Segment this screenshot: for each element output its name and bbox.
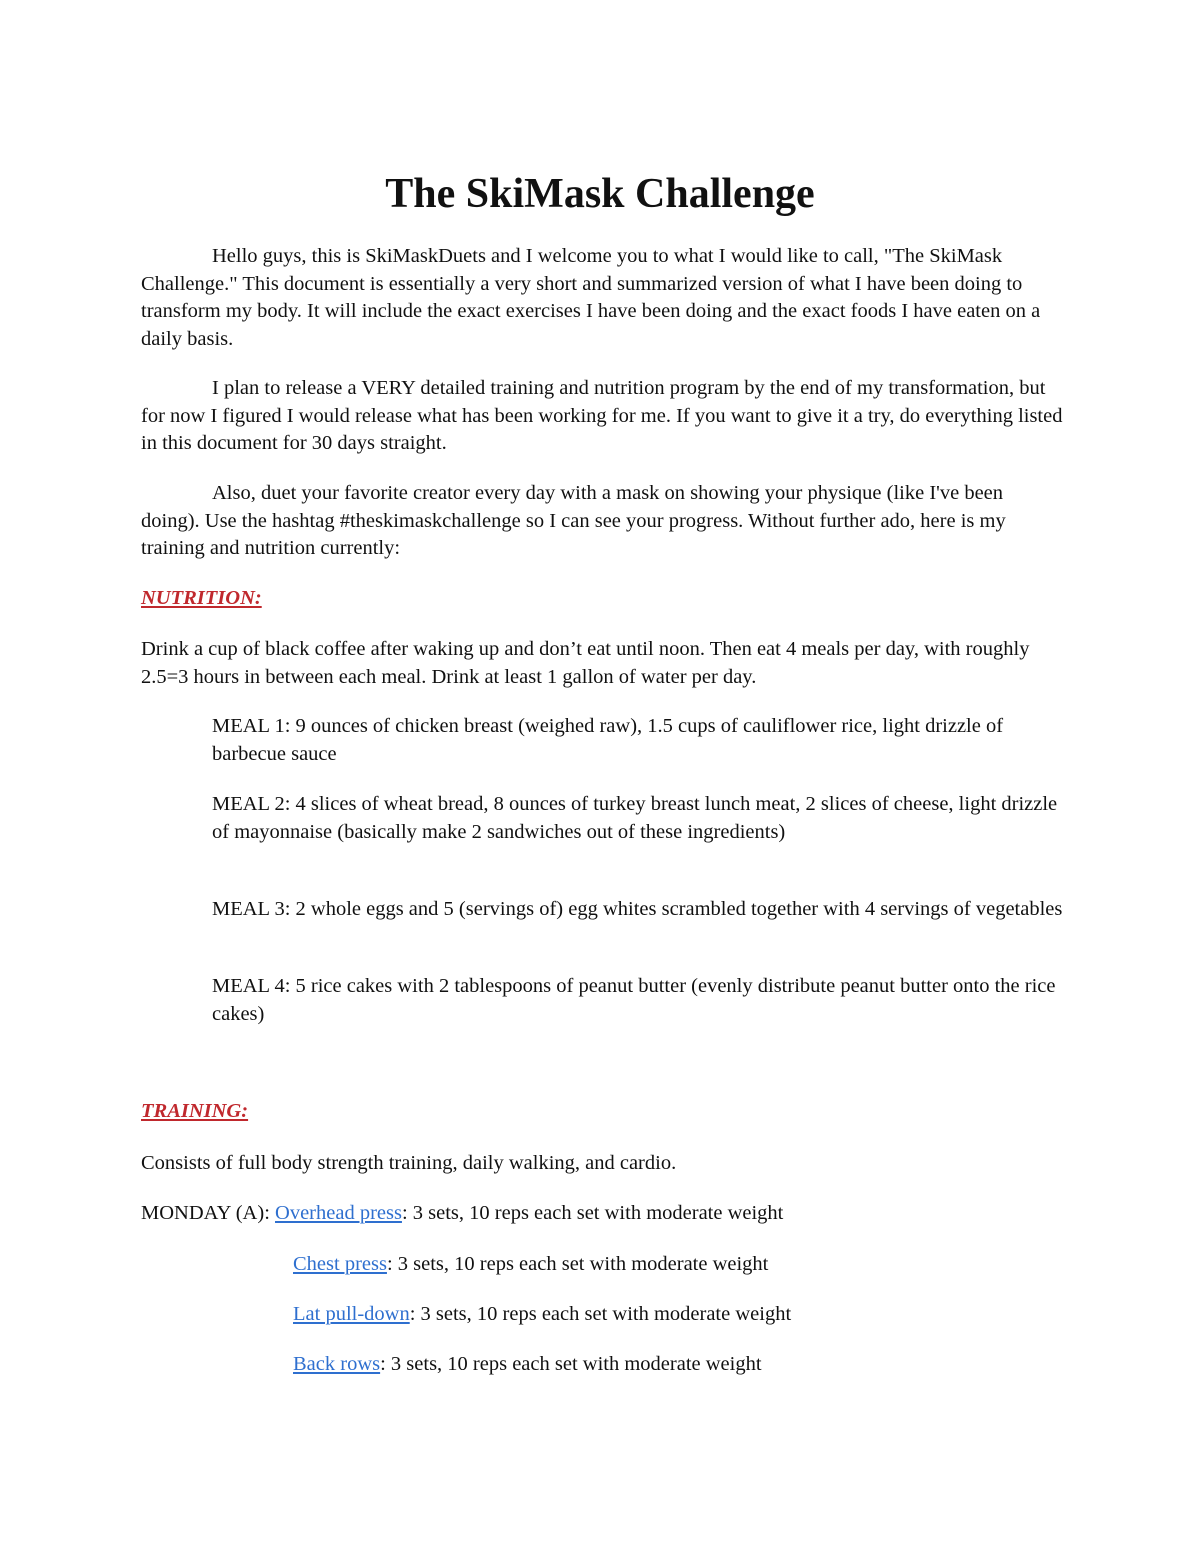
nutrition-heading: NUTRITION: <box>141 587 262 609</box>
exercise-detail: : 3 sets, 10 reps each set with moderate weight <box>386 1253 769 1275</box>
exercise-link-overhead-press[interactable]: Overhead press <box>275 1202 402 1224</box>
meal-4: MEAL 4: 5 rice cakes with 2 tablespoons of peanut butter (evenly distribute peanut butter onto the rice cakes) <box>212 975 1056 1025</box>
exercise-row <box>293 1351 762 1379</box>
meal-3: MEAL 3: 2 whole eggs and 5 (servings of) egg whites scrambled together with 4 servings of vegetables <box>212 898 1063 920</box>
intro-paragraph-2: I plan to release a VERY detailed training and nutrition program by the end of my transformation, but for now I figured I would release what has been working for me. If you want to give it a try, do everything listed in this document for 30 days straight. <box>141 377 1063 454</box>
meal-1: MEAL 1: 9 ounces of chicken breast (weighed raw), 1.5 cups of cauliflower rice, light drizzle of barbecue sauce <box>212 715 1004 765</box>
exercise-detail: : 3 sets, 10 reps each set with moderate weight <box>401 1202 784 1224</box>
exercise-link-lat-pull-down[interactable]: Lat pull-down <box>293 1303 410 1325</box>
exercise-row <box>293 1251 768 1279</box>
training-heading: TRAINING: <box>141 1100 249 1122</box>
nutrition-summary: Drink a cup of black coffee after waking up and don’t eat until noon. Then eat 4 meals per day, with roughly 2.5=3 hours in between each meal. Drink at least 1 gallon of water per day. <box>141 638 1030 688</box>
page-title: The SkiMask Challenge <box>385 171 815 217</box>
intro-paragraph-1: Hello guys, this is SkiMaskDuets and I welcome you to what I would like to call, "The SkiMask Challenge." This document is essentially a very short and summarized version of what I have been doing to transform my body. It will include the exact exercises I have been doing and the exact foods I have eaten on a daily basis. <box>141 245 1041 350</box>
exercise-detail: : 3 sets, 10 reps each set with moderate weight <box>380 1353 762 1375</box>
meal-2: MEAL 2: 4 slices of wheat bread, 8 ounces of turkey breast lunch meat, 2 slices of cheese, light drizzle of mayonnaise (basically make 2 sandwiches out of these ingredients) <box>212 793 1058 843</box>
day-label: MONDAY (A): <box>141 1202 276 1224</box>
exercise-row <box>141 1200 783 1228</box>
intro-paragraph-3: Also, duet your favorite creator every day with a mask on showing your physique (like I've been doing). Use the hashtag #theskimaskchallenge so I can see your progress. Without further ado, here is my training and nutrition currently: <box>141 482 1006 559</box>
exercise-detail: : 3 sets, 10 reps each set with moderate weight <box>409 1303 792 1325</box>
exercise-row <box>293 1301 791 1329</box>
exercise-link-chest-press[interactable]: Chest press <box>293 1253 387 1275</box>
exercise-link-back-rows[interactable]: Back rows <box>293 1353 381 1375</box>
training-summary: Consists of full body strength training, daily walking, and cardio. <box>141 1152 677 1174</box>
